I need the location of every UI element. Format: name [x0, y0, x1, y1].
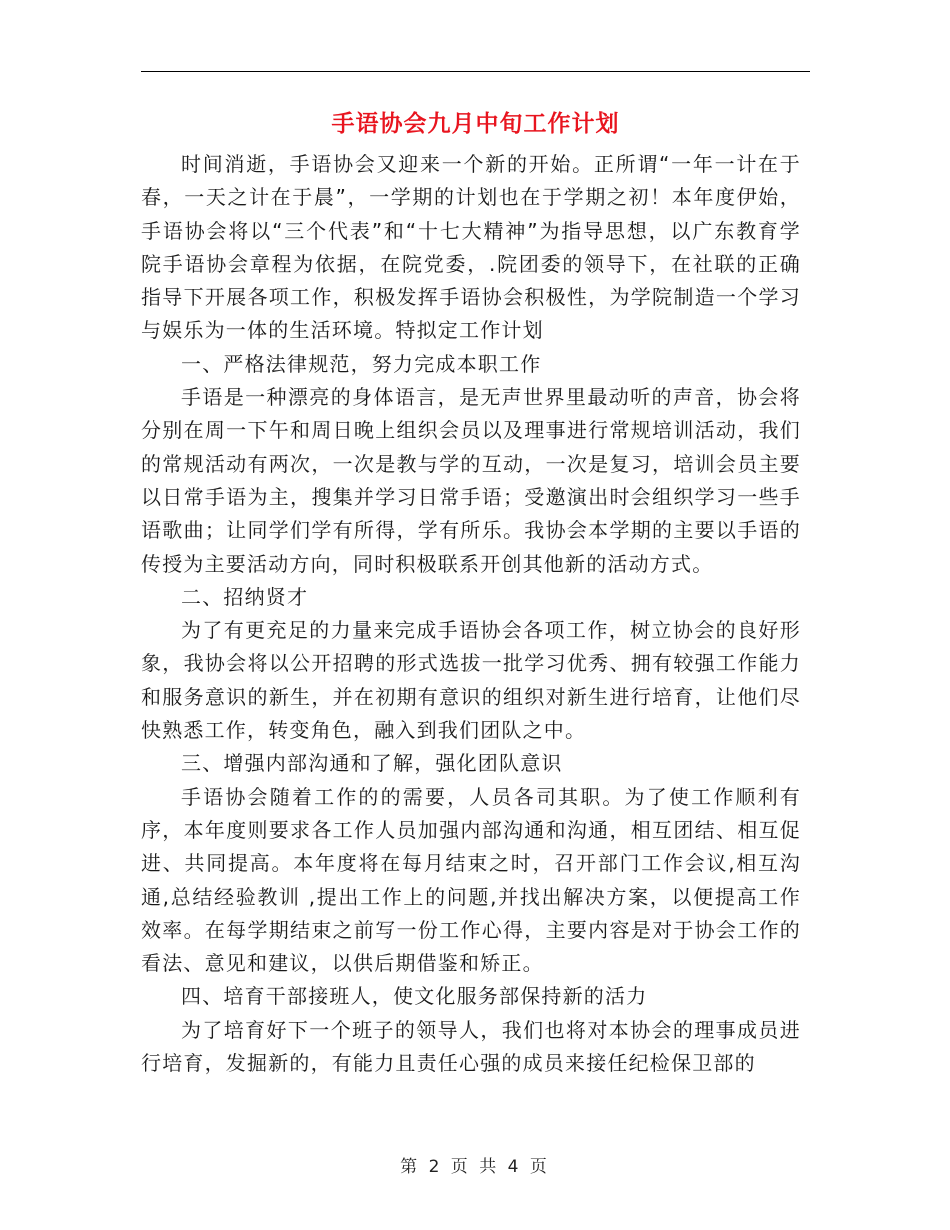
- section-heading-3: 三、增强内部沟通和了解，强化团队意识: [181, 751, 563, 776]
- header-rule: [141, 71, 810, 72]
- page-number-footer: 第 2 页 共 4 页: [400, 1157, 550, 1177]
- section-heading-1: 一、严格法律规范，努力完成本职工作: [181, 351, 542, 376]
- paragraph-section-4: 为了培育好下一个班子的领导人，我们也将对本协会的理事成员进行培育，发掘新的，有能力且责任心强的成员来接任纪检保卫部的: [141, 1017, 801, 1076]
- document-body: [141, 148, 801, 1080]
- paragraph-intro: 时间消逝，手语协会又迎来一个新的开始。正所谓“一年一计在于春，一天之计在于晨”，一学期的计划也在于学期之初！本年度伊始，手语协会将以“三个代表”和“十七大精神”为指导思想，以广东教育学院手语协会章程为依据，在院党委，.院团委的领导下，在社联的正确指导下开展各项工作，积极发挥手语协会积极性，为学院制造一个学习与娱乐为一体的生活环境。特拟定工作计划: [141, 152, 801, 343]
- paragraph-section-1: 手语是一种漂亮的身体语言，是无声世界里最动听的声音，协会将分别在周一下午和周日晚上组织会员以及理事进行常规培训活动，我们的常规活动有两次，一次是教与学的互动，一次是复习，培训会员主要以日常手语为主，搜集并学习日常手语；受邀演出时会组织学习一些手语歌曲；让同学们学有所得，学有所乐。我协会本学期的主要以手语的传授为主要活动方向，同时积极联系开创其他新的活动方式。: [141, 385, 801, 576]
- paragraph-section-3: 手语协会随着工作的的需要，人员各司其职。为了使工作顺利有序，本年度则要求各工作人员加强内部沟通和沟通，相互团结、相互促进、共同提高。本年度将在每月结束之时，召开部门工作会议,相互沟通,总结经验教训 ,提出工作上的问题,并找出解决方案，以便提高工作效率。在每学期结束之前写一份工作心得，主要内容是对于协会工作的看法、意见和建议，以供后期借鉴和矫正。: [141, 784, 801, 976]
- document-title: 手语协会九月中旬工作计划: [331, 111, 620, 137]
- paragraph-section-2: 为了有更充足的力量来完成手语协会各项工作，树立协会的良好形象，我协会将以公开招聘的形式选拔一批学习优秀、拥有较强工作能力和服务意识的新生，并在初期有意识的组织对新生进行培育，让他们尽快熟悉工作，转变角色，融入到我们团队之中。: [141, 618, 801, 743]
- section-heading-2: 二、招纳贤才: [181, 584, 309, 609]
- section-heading-4: 四、培育干部接班人，使文化服务部保持新的活力: [181, 984, 648, 1009]
